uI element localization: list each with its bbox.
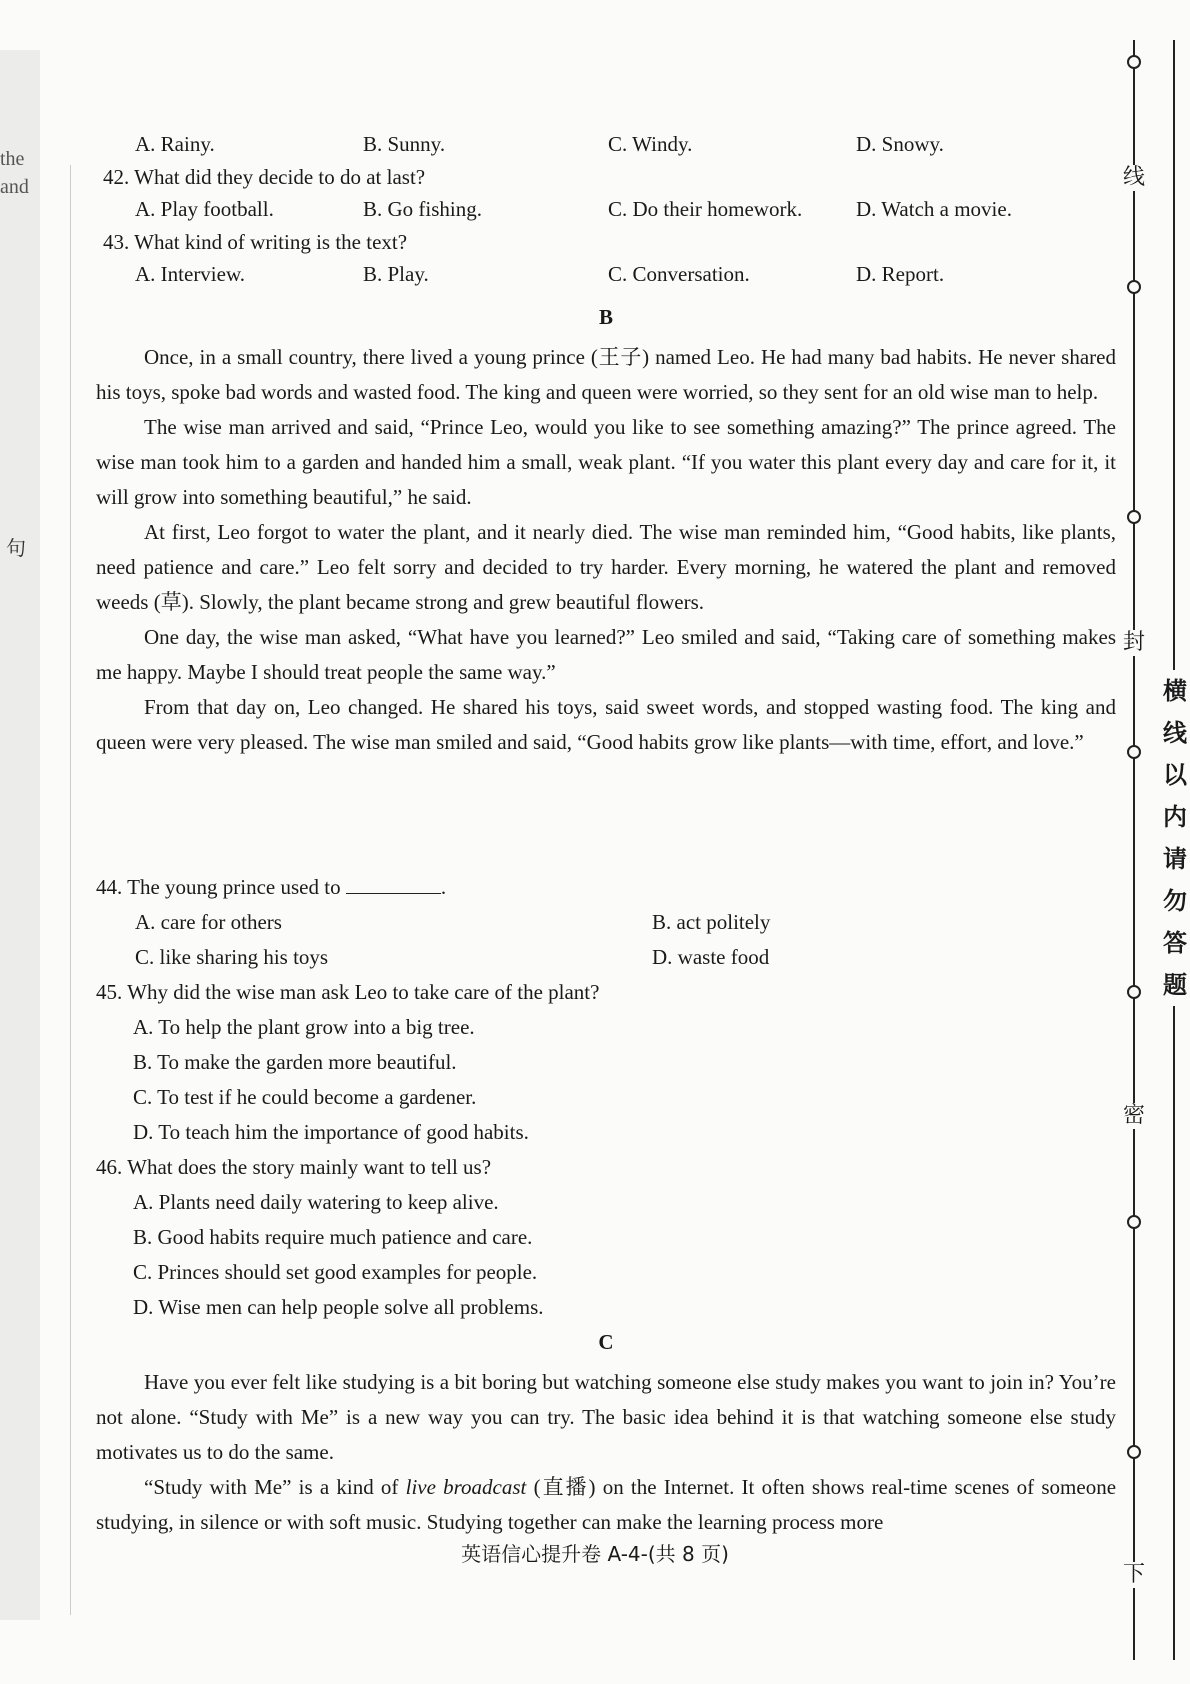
q43-stem: 43. What kind of writing is the text? <box>103 230 408 254</box>
option: B. Sunny. <box>363 132 446 156</box>
option: D. waste food <box>652 945 770 969</box>
option: A. care for others <box>135 910 282 934</box>
option: B. Good habits require much patience and care. <box>133 1225 533 1249</box>
q44-stem-end: . <box>440 875 447 899</box>
binding-hole <box>1127 1215 1141 1229</box>
binding-margin <box>1100 40 1190 1660</box>
note-char: 线 <box>1163 719 1187 747</box>
binding-hole <box>1127 280 1141 294</box>
option: D. Report. <box>856 262 945 286</box>
passage-paragraph: From that day on, Leo changed. He shared his toys, said sweet words, and stopped wasting food. The king and queen were very pleased. The wise man smiled and said, “Good habits grow like plants—with time, effort, and love.” <box>96 695 1116 754</box>
passage-paragraph <box>96 1470 1116 1540</box>
binding-mark: 线 <box>1122 165 1145 190</box>
q44-stem-text: 44. The young prince used to <box>96 875 341 899</box>
binding-hole <box>1127 510 1141 524</box>
option: D. Snowy. <box>856 132 944 156</box>
passage-italic: live broadcast <box>405 1475 527 1499</box>
binding-hole <box>1127 55 1141 69</box>
note-char: 请 <box>1163 845 1187 873</box>
option: A. Rainy. <box>135 132 215 156</box>
option: D. Watch a movie. <box>856 197 1012 221</box>
section-b-passage <box>96 340 1116 760</box>
note-char: 勿 <box>1163 887 1187 915</box>
left-margin-line: and <box>0 176 29 198</box>
q45-options <box>133 1010 529 1150</box>
option: A. To help the plant grow into a big tree. <box>133 1015 475 1039</box>
q42-options <box>135 192 1035 227</box>
section-c-passage <box>96 1365 1116 1540</box>
left-margin-line: the <box>0 148 25 170</box>
section-c-heading: C <box>598 1330 614 1354</box>
option: C. Windy. <box>608 132 693 156</box>
passage-paragraph: The wise man arrived and said, “Prince Leo, would you like to see something amazing?” The prince agreed. The wise man took him to a garden and handed him a small, weak plant. “If you water this plant every day and care for it, it will grow into something beautiful,” he said. <box>96 415 1116 509</box>
passage-text: (直播) on the Internet. It often shows real-time scenes of someone studying, in silence or with soft music. Studying together can make the learning process more <box>96 1475 1117 1534</box>
binding-hole <box>1127 1445 1141 1459</box>
option: A. Interview. <box>135 262 246 286</box>
option: B. Play. <box>363 262 429 286</box>
option: B. Go fishing. <box>363 197 483 221</box>
option: D. Wise men can help people solve all problems. <box>133 1295 544 1319</box>
option: D. To teach him the importance of good habits. <box>133 1120 529 1144</box>
note-char: 以 <box>1163 761 1187 789</box>
section-b-heading: B <box>598 305 613 329</box>
answer-blank[interactable] <box>346 873 441 894</box>
option: A. Play football. <box>135 197 274 221</box>
binding-note <box>1163 670 1187 1006</box>
passage-paragraph: At first, Leo forgot to water the plant, and it nearly died. The wise man reminded him, “Good habits, like plants, need patience and care.” Leo felt sorry and decided to try harder. Every morning, he watered the plant and removed weeds (草). Slowly, the plant became strong and grew beautiful flowers. <box>96 520 1116 614</box>
q46-stem: 46. What does the story mainly want to tell us? <box>96 1155 492 1179</box>
option: C. Princes should set good examples for people. <box>133 1260 538 1284</box>
q42-stem: 42. What did they decide to do at last? <box>103 165 426 189</box>
left-margin-char: 句 <box>6 536 26 560</box>
note-char: 横 <box>1163 677 1187 705</box>
note-char: 题 <box>1163 971 1187 999</box>
q44-stem <box>96 870 446 905</box>
binding-hole <box>1127 985 1141 999</box>
binding-hole <box>1127 745 1141 759</box>
passage-text: “Study with Me” is a kind of <box>144 1475 399 1499</box>
binding-mark: 下 <box>1122 1562 1145 1587</box>
option: B. act politely <box>652 910 771 934</box>
passage-paragraph: Once, in a small country, there lived a young prince (王子) named Leo. He had many bad habits. He never shared his toys, spoke bad words and wasted food. The king and queen were worried, so they sent for an old wise man to help. <box>96 345 1116 404</box>
option: C. Conversation. <box>608 262 750 286</box>
passage-paragraph: One day, the wise man asked, “What have you learned?” Leo smiled and said, “Taking care of something makes me happy. Maybe I should treat people the same way.” <box>96 625 1116 684</box>
passage-paragraph: Have you ever felt like studying is a bit boring but watching someone else study makes you want to join in? You’re not alone. “Study with Me” is a new way you can try. The basic idea behind it is that watching someone else study motivates us to do the same. <box>96 1370 1116 1464</box>
note-char: 答 <box>1163 929 1187 957</box>
binding-mark: 密 <box>1122 1103 1145 1128</box>
q46-options <box>133 1185 544 1325</box>
option: A. Plants need daily watering to keep alive. <box>133 1190 499 1214</box>
q43-options <box>135 257 1035 292</box>
option: B. To make the garden more beautiful. <box>133 1050 457 1074</box>
scan-edge-shadow <box>0 50 40 1620</box>
binding-mark: 封 <box>1122 630 1145 655</box>
left-divider <box>70 165 71 1615</box>
left-margin-text <box>0 145 60 201</box>
option: C. To test if he could become a gardener. <box>133 1085 477 1109</box>
page-footer: 英语信心提升卷 A-4-(共 8 页) <box>461 1542 729 1566</box>
option: C. like sharing his toys <box>135 945 329 969</box>
q41-options <box>135 127 995 162</box>
q45-stem: 45. Why did the wise man ask Leo to take care of the plant? <box>96 980 600 1004</box>
note-char: 内 <box>1163 803 1187 831</box>
option: C. Do their homework. <box>608 197 803 221</box>
